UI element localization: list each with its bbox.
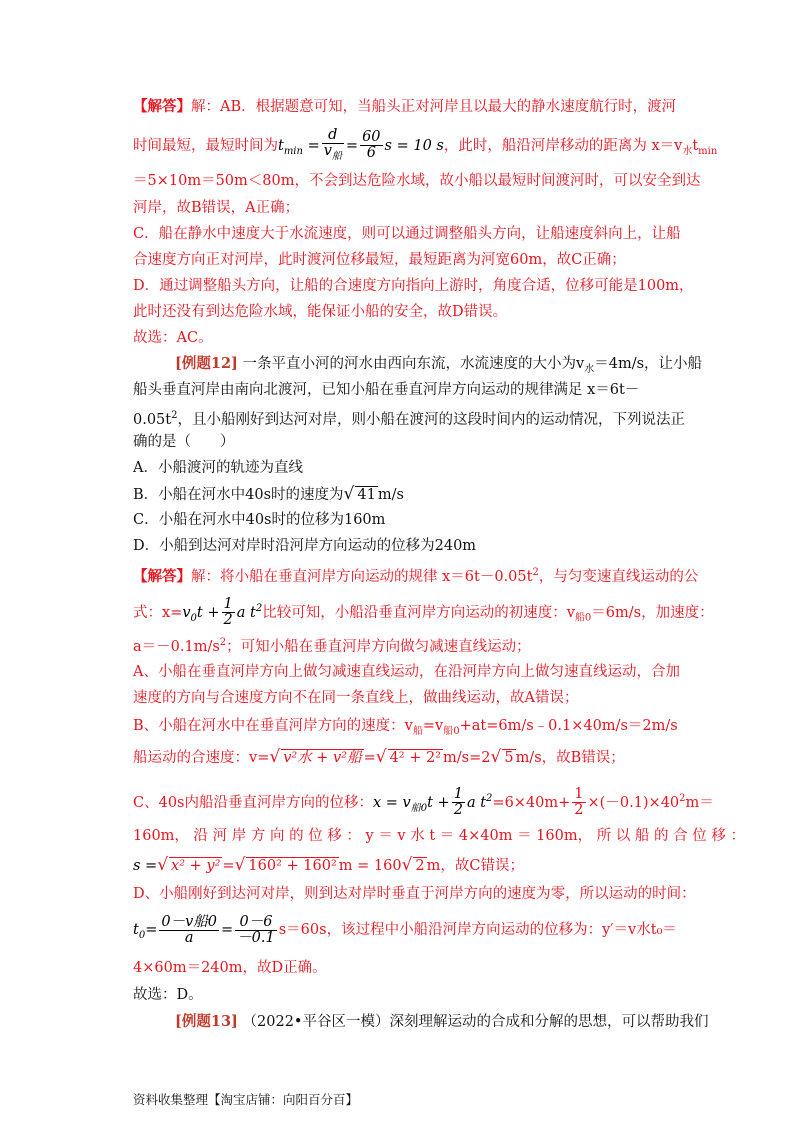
answer-line: D．通过调整船头方向，让船的合速度方向指向上游时，角度合适，位移可能是100m， xyxy=(133,278,694,294)
answer-line: C、40s内船沿垂直河岸方向的位移：$x = v_{船0}t$ + $\frac{1}{2}$ a $t^2=6\times 40m+$ $\frac{1}{2}$ $\times(-0.1)\times 40^2m=$ xyxy=(133,786,714,819)
answer-line: $a=-0.1m/s^2$；可知小船在垂直河岸方向做匀减速直线运动； xyxy=(133,637,531,655)
answer-line: C．船在静水中速度大于水流速度，则可以通过调整船头方向，让船速度斜向上，让船 xyxy=(133,226,681,242)
question-line: [例题13] （2022•平谷区一模）深刻理解运动的合成和分解的思想，可以帮助我们 xyxy=(175,1013,709,1030)
answer-line: 时间最短，最短时间为$t_{min}$ = $\frac{d}{v_船}$ = $\frac{60}{6}$ s = 10 s，此时，船沿河岸移动的距离为 $x=v_水t_{min}$ xyxy=(133,127,718,162)
answer-line: 【解答】解：AB．根据题意可知，当船头正对河岸且以最大的静水速度航行时，渡河 xyxy=(133,98,677,115)
answer-line: 160m， 沿 河 岸 方 向 的 位 移 ： y ＝ v 水 t ＝ 4×40m ＝ 160m， 所 以 船 的 合 位 移 ： xyxy=(133,828,745,844)
question-line: 确的是（ ） xyxy=(133,434,235,450)
option-b: B．小船在河水中40s时的速度为√ 41 m/s xyxy=(133,484,404,504)
question-line: $0.05t^2$，且小船刚好到达河对岸，则小船在渡河的这段时间内的运动情况，下列说法正 xyxy=(133,410,685,428)
page-footer: 资料收集整理【淘宝店铺：向阳百分百】 xyxy=(133,1092,359,1107)
answer-line: ＝5×10m＝50m＜80m，不会到达危险水域，故小船以最短时间渡河时，可以安全到达 xyxy=(133,173,701,189)
answer-line: 河岸，故B错误，A正确； xyxy=(133,200,300,216)
answer-line: 式：$x=v_0t$ + $\frac{1}{2}$ a $t^2$比较可知，小船沿垂直河岸方向运动的初速度：$v_{船0}=6m/s$，加速度： xyxy=(133,596,714,629)
answer-tag: 【解答】 xyxy=(133,98,191,115)
formula: $t_{min}$ = $\frac{d}{v_船}$ = $\frac{60}{6}$ s = 10 s xyxy=(278,127,444,162)
answer-line: 合速度方向正对河岸，此时渡河位移最短，最短距离为河宽60m，故C正确； xyxy=(133,252,626,268)
answer-line: 【解答】解：将小船在垂直河岸方向运动的规律 $x=6t-0.05t^2$，与匀变速直线运动的公 xyxy=(133,567,699,585)
option-d: D．小船到达河对岸时沿河岸方向运动的位移为240m xyxy=(133,538,477,554)
answer-conclusion: 故选：D。 xyxy=(133,987,203,1003)
answer-line: A、小船在垂直河岸方向上做匀减速直线运动，在沿河岸方向上做匀速直线运动，合加 xyxy=(133,664,680,680)
answer-line: B、小船在河水中在垂直河岸方向的速度：$v_船=v_{船0}+at=6m/s﹣0.1\times 40m/s=2m/s$ xyxy=(133,718,678,737)
answer-tag: 【解答】 xyxy=(133,567,191,585)
option-c: C．小船在河水中40s时的位移为160m xyxy=(133,512,386,528)
answer-line: 速度的方向与合速度方向不在同一条直线上，做曲线运动，故A错误； xyxy=(133,690,579,706)
answer-line: 船运动的合速度：v=√ v²水 + v²船 =√ 4² + 2² m/s=2√ 5 m/s，故B错误； xyxy=(133,747,625,767)
question-line: 船头垂直河岸由南向北渡河，已知小船在垂直河岸方向运动的规律满足 x＝6t－ xyxy=(133,382,640,398)
example-tag: [例题12] xyxy=(175,355,238,372)
option-a: A．小船渡河的轨迹为直线 xyxy=(133,460,303,476)
question-line: [例题12] 一条平直小河的河水由西向东流，水流速度的大小为$v_水=4m/s$，让小船 xyxy=(175,355,703,375)
answer-line: $t_0=$ $\frac{\text{0－v船0}}{a}$ = $\frac{0-6}{-0.1}$ s＝60s，该过程中小船沿河岸方向运动的位移为：y′＝v水t₀＝ xyxy=(133,913,677,946)
answer-line: s =√ x² + y² =√ 160² + 160² m = 160√ 2 m，故C错误； xyxy=(133,855,524,875)
answer-line: 此时还没有到达危险水域，能保证小船的安全，故D错误。 xyxy=(133,304,508,320)
example-tag: [例题13] xyxy=(175,1013,238,1030)
answer-line: 4×60m＝240m，故D正确。 xyxy=(133,960,327,976)
answer-line: 故选：AC。 xyxy=(133,330,213,346)
answer-line: D、小船刚好到达河对岸，则到达对岸时垂直于河岸方向的速度为零，所以运动的时间： xyxy=(133,886,696,902)
